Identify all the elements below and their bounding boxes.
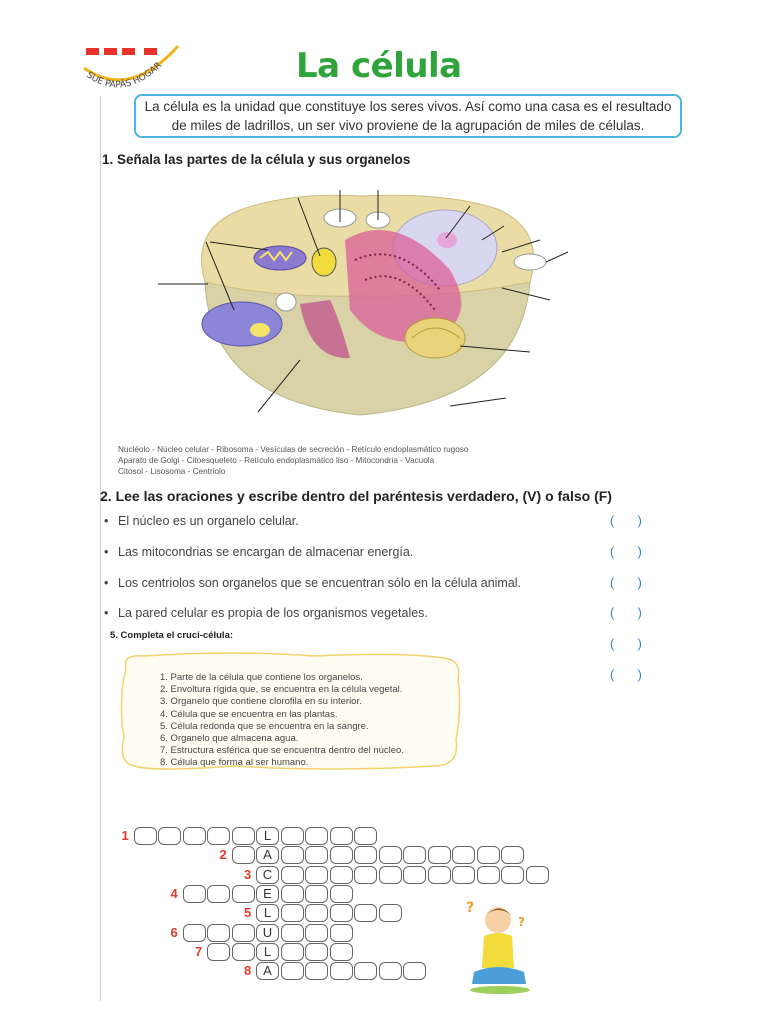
crossword-key-cell: E: [256, 885, 279, 903]
crossword-cell[interactable]: [305, 904, 328, 922]
crossword-cell[interactable]: [330, 962, 353, 980]
crossword-cell[interactable]: [134, 827, 157, 845]
crossword-cell[interactable]: [354, 962, 377, 980]
crossword-cell[interactable]: [354, 904, 377, 922]
statement-text: La pared celular es propia de los organismos vegetales.: [118, 606, 428, 620]
crossword-cell[interactable]: [281, 827, 304, 845]
crossword-cell[interactable]: [526, 866, 549, 884]
crossword-key-cell: L: [256, 943, 279, 961]
bullet: •: [104, 606, 109, 620]
section1-heading: 1. Señala las partes de la célula y sus organelos: [102, 152, 411, 167]
crossword-cell[interactable]: [232, 885, 255, 903]
crossword-cell[interactable]: [477, 866, 500, 884]
crossword-key-cell: A: [256, 962, 279, 980]
page-title: La célula: [296, 46, 462, 86]
crossword-number: 6: [170, 924, 178, 940]
crossword-cell[interactable]: [281, 866, 304, 884]
crossword-cell[interactable]: [330, 924, 353, 942]
crossword-cell[interactable]: [477, 846, 500, 864]
answer-parentheses[interactable]: ( ): [610, 576, 652, 590]
crossword-cell[interactable]: [452, 866, 475, 884]
crossword-cell[interactable]: [330, 866, 353, 884]
crossword-cell[interactable]: [354, 827, 377, 845]
crossword-cell[interactable]: [403, 846, 426, 864]
crossword-cell[interactable]: [207, 924, 230, 942]
crossword-cell[interactable]: [183, 827, 206, 845]
crossword-number: 3: [244, 866, 252, 882]
crossword-cell[interactable]: [501, 866, 524, 884]
crossword-cell[interactable]: [281, 904, 304, 922]
crossword-number: 5: [244, 905, 252, 921]
section2-heading: 2. Lee las oraciones y escribe dentro del paréntesis verdadero, (V) o falso (F): [100, 488, 612, 504]
crossword-cell[interactable]: [330, 885, 353, 903]
answer-parentheses[interactable]: ( ): [610, 545, 652, 559]
crossword-cell[interactable]: [354, 866, 377, 884]
crossword-number: 8: [244, 963, 252, 979]
answer-parentheses[interactable]: ( ): [610, 668, 652, 682]
crossword-cell[interactable]: [428, 846, 451, 864]
crossword-cell[interactable]: [330, 846, 353, 864]
bullet: •: [104, 545, 109, 559]
bullet: •: [104, 514, 109, 528]
crossword-cell[interactable]: [330, 827, 353, 845]
crossword-cell[interactable]: [232, 924, 255, 942]
crossword-number: 2: [219, 847, 227, 863]
crossword-cell[interactable]: [281, 885, 304, 903]
clue: 6. Organelo que almacena agua.: [160, 733, 299, 745]
crossword-cell[interactable]: [305, 962, 328, 980]
crossword-key-cell: A: [256, 846, 279, 864]
crossword-cell[interactable]: [305, 885, 328, 903]
legend-line: Aparato de Golgi - Citoesqueleto - Retículo endoplasmático liso - Mitocondria - Vacuola: [118, 456, 435, 465]
crossword-cell[interactable]: [232, 943, 255, 961]
legend-line: Citosol - Lisosoma - Centriolo: [118, 467, 226, 476]
clue: 5. Célula redonda que se encuentra en la sangre.: [160, 720, 369, 732]
crossword-cell[interactable]: [428, 866, 451, 884]
svg-text:?: ?: [518, 915, 525, 929]
crossword-cell[interactable]: [183, 885, 206, 903]
clue: 1. Parte de la célula que contiene los organelos.: [160, 672, 363, 683]
clue: 7. Estructura esférica que se encuentra dentro del núcleo.: [160, 745, 404, 757]
crossword-cell[interactable]: [330, 943, 353, 961]
crossword-cell[interactable]: [232, 846, 255, 864]
crossword-cell[interactable]: [305, 943, 328, 961]
crossword-cell[interactable]: [452, 846, 475, 864]
clue: 8. Célula que forma al ser humano.: [160, 757, 309, 769]
crossword-cell[interactable]: [305, 924, 328, 942]
crossword-cell[interactable]: [207, 943, 230, 961]
clue: 2. Envoltura rígida que, se encuentra en la célula vegetal.: [160, 684, 403, 696]
svg-text:?: ?: [466, 900, 475, 916]
crossword-key-cell: L: [256, 904, 279, 922]
crossword-number: 7: [195, 943, 203, 959]
answer-parentheses[interactable]: ( ): [610, 637, 652, 651]
crossword-cell[interactable]: [354, 846, 377, 864]
crossword-key-cell: U: [256, 924, 279, 942]
crossword-cell[interactable]: [281, 846, 304, 864]
crossword-cell[interactable]: [183, 924, 206, 942]
crossword-cell[interactable]: [305, 827, 328, 845]
crossword-key-cell: C: [256, 866, 279, 884]
crossword-cell[interactable]: [379, 846, 402, 864]
answer-parentheses[interactable]: ( ): [610, 606, 652, 620]
section5-heading: 5. Completa el cruci-célula:: [110, 630, 234, 641]
answer-parentheses[interactable]: ( ): [610, 514, 652, 528]
crossword-cell[interactable]: [330, 904, 353, 922]
crossword-cell[interactable]: [158, 827, 181, 845]
crossword-cell[interactable]: [281, 962, 304, 980]
crossword-number: 1: [121, 828, 129, 843]
clue: 3. Organelo que contiene clorofila en su interior.: [160, 696, 362, 708]
crossword-number: 4: [170, 885, 178, 901]
clue: 4. Célula que se encuentra en las plantas.: [160, 708, 338, 720]
crossword-cell[interactable]: [281, 924, 304, 942]
crossword-cell[interactable]: [281, 943, 304, 961]
statement-text: El núcleo es un organelo celular.: [118, 514, 299, 528]
crossword-cell[interactable]: [403, 866, 426, 884]
crossword-cell[interactable]: [305, 846, 328, 864]
intro-text: La célula es la unidad que constituye los seres vivos. Así como una casa es el resultado de miles de ladrillos, un ser vivo proviene de la agrupación de miles de células.: [144, 99, 672, 133]
crossword-cell[interactable]: [379, 962, 402, 980]
crossword-cell[interactable]: [207, 827, 230, 845]
thinking-kid-illustration: [462, 892, 538, 996]
crossword-cell[interactable]: [379, 904, 402, 922]
bullet: •: [104, 576, 109, 590]
crossword-cell[interactable]: [305, 866, 328, 884]
legend-line: Nucléolo - Núcleo celular - Ribosoma - Vesículas de secreción - Retículo endoplasmático rugoso: [118, 445, 469, 454]
crossword-cell[interactable]: [379, 866, 402, 884]
statement-text: Las mitocondrias se encargan de almacenar energía.: [118, 545, 414, 559]
crossword-cell[interactable]: [232, 827, 255, 845]
crossword-cell[interactable]: [207, 885, 230, 903]
crossword-cell[interactable]: [403, 962, 426, 980]
statement-text: Los centriolos son organelos que se encuentran sólo en la célula animal.: [118, 576, 522, 590]
crossword-key-cell: L: [256, 827, 279, 845]
crossword-cell[interactable]: [501, 846, 524, 864]
logo-text: SUE PAPÁS HOGAR: [84, 60, 164, 91]
